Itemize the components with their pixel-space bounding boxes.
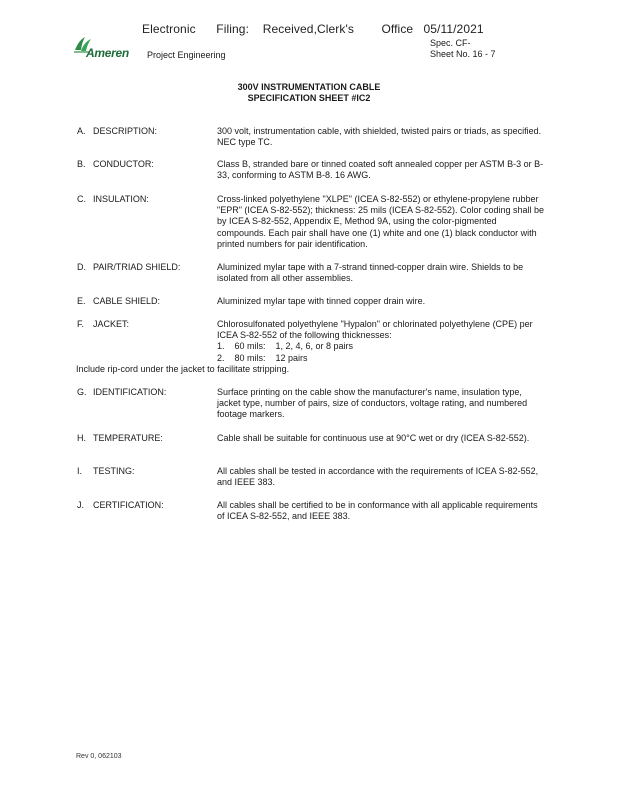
section-label: TEMPERATURE: (93, 433, 163, 443)
section-id: A. (77, 126, 86, 136)
filing-banner: Electronic Filing: Received,Clerk's Office 05/11/2021 (142, 22, 484, 36)
section-text: Aluminized mylar tape with a 7-strand tinned-copper drain wire. Shields to be isolated from all other assemblies. (217, 262, 524, 284)
section-id: I. (77, 466, 83, 476)
section-text: Cross-linked polyethylene "XLPE" (ICEA S-82-552) or ethylene-propylene rubber "EPR" (ICEA S-82-552); thickness: 25 mils (ICEA S-82-552). Color coding shall be by ICEA S-82-552, Appendix E, Method 9A, using the color-pigmented compounds. Each pair shall have one (1) white and one (1) black conductor with printed numbers for pair identification. (217, 194, 545, 249)
section-id: H. (77, 433, 86, 443)
section-label: PAIR/TRIAD SHIELD: (93, 262, 181, 272)
title-line-2: SPECIFICATION SHEET #IC2 (247, 93, 371, 103)
section-label: INSULATION: (93, 194, 149, 204)
document-title (0, 82, 618, 104)
section-id: D. (77, 262, 86, 272)
section-text: Aluminized mylar tape with tinned copper drain wire. (217, 296, 426, 306)
company-logo (73, 36, 135, 62)
section-id: G. (77, 387, 87, 397)
section-label: TESTING: (93, 466, 135, 476)
jacket-note: Include rip-cord under the jacket to facilitate stripping. (76, 364, 290, 374)
section-id: J. (77, 500, 85, 510)
section-label: IDENTIFICATION: (93, 387, 167, 397)
jacket-thickness-item: 2. 80 mils: 12 pairs (217, 352, 308, 363)
jacket-thickness-item: 1. 60 mils: 1, 2, 4, 6, or 8 pairs (217, 341, 354, 352)
section-id: E. (77, 296, 86, 306)
section-label: CABLE SHIELD: (93, 296, 161, 306)
revision-footer: Rev 0, 062103 (76, 753, 122, 760)
section-id: C. (77, 194, 86, 204)
section-text (217, 319, 547, 364)
spec-number: Spec. CF- (430, 38, 471, 48)
section-label: DESCRIPTION: (93, 126, 158, 136)
section-text: Class B, stranded bare or tinned coated soft annealed copper per ASTM B-3 or B-33, conforming to ASTM B-8. 16 AWG. (217, 159, 544, 181)
section-text: All cables shall be tested in accordance with the requirements of ICEA S-82-552, and IEEE 383. (217, 466, 539, 488)
section-label: CONDUCTOR: (93, 159, 154, 169)
jacket-text: Chlorosulfonated polyethylene "Hypalon" or chlorinated polyethylene (CPE) per ICEA S-82-552 of the following thicknesses: (217, 319, 533, 341)
department-label: Project Engineering (147, 50, 226, 60)
section-text: Surface printing on the cable show the manufacturer's name, insulation type, jacket type, number of pairs, size of conductors, voltage rating, and numbered footage markers. (217, 387, 528, 420)
section-text: 300 volt, instrumentation cable, with shielded, twisted pairs or triads, as specified. NEC type TC. (217, 126, 542, 148)
title-line-1: 300V INSTRUMENTATION CABLE (237, 82, 381, 92)
section-id: B. (77, 159, 86, 169)
section-label: JACKET: (93, 319, 130, 329)
section-label: CERTIFICATION: (93, 500, 164, 510)
sheet-number: Sheet No. 16 - 7 (430, 49, 496, 59)
company-name: Ameren (86, 46, 129, 60)
section-text: Cable shall be suitable for continuous use at 90°C wet or dry (ICEA S-82-552). (217, 433, 530, 443)
section-text: All cables shall be certified to be in conformance with all applicable requirements of ICEA S-82-552, and IEEE 383. (217, 500, 538, 522)
section-id: F. (77, 319, 85, 329)
